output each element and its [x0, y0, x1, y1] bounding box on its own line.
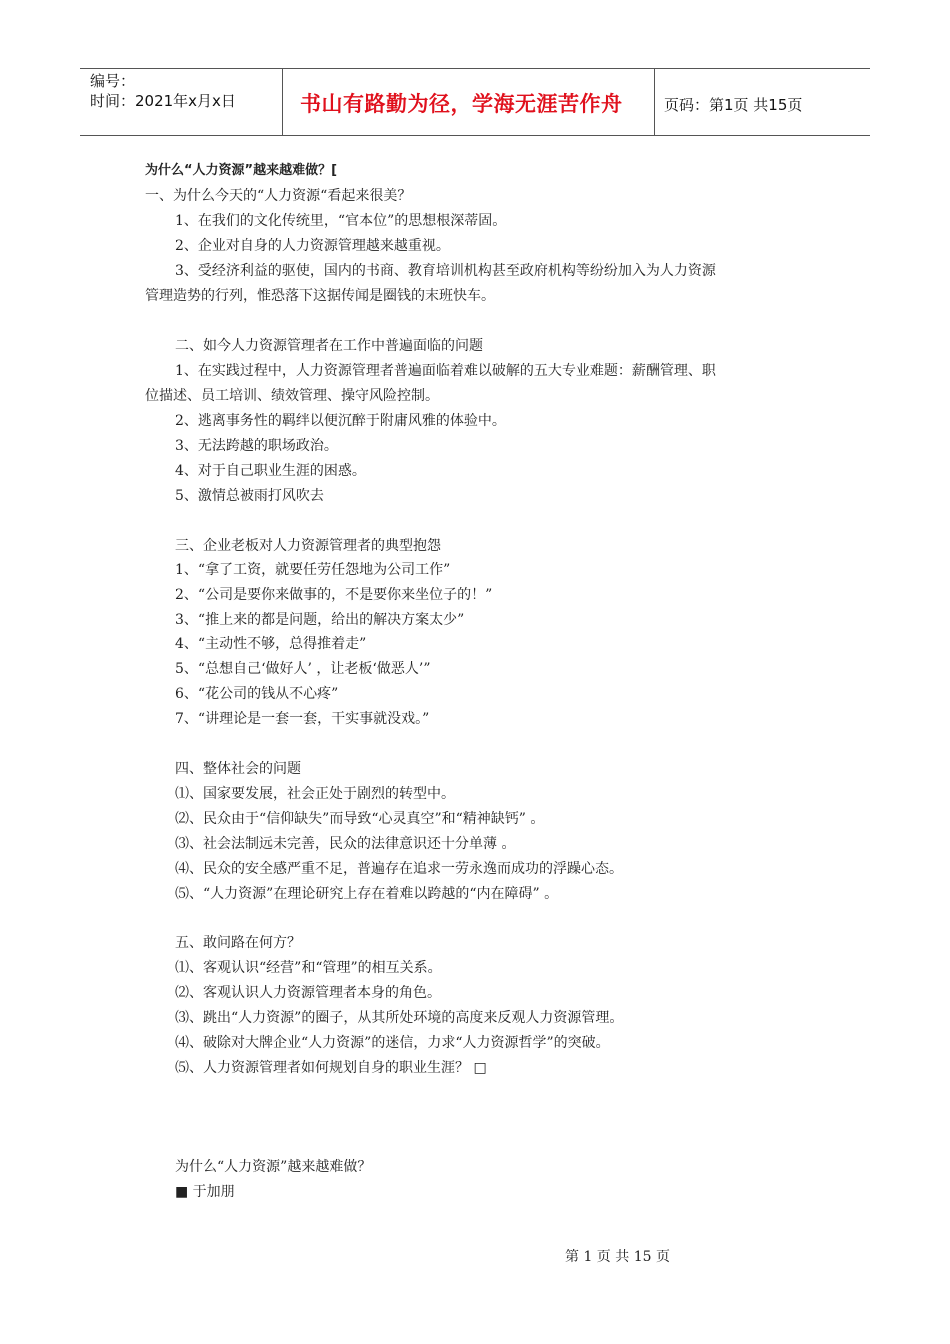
header-separator-left	[282, 68, 283, 136]
list-item: 2、逃离事务性的羁绊以便沉醉于附庸风雅的体验中。	[175, 413, 506, 429]
list-item: 管理造势的行列，惟恐落下这据传闻是圈钱的末班快车。	[145, 288, 495, 304]
list-item: 2、企业对自身的人力资源管理越来越重视。	[175, 238, 450, 254]
list-item: 1、在我们的文化传统里，“官本位”的思想根深蒂固。	[175, 213, 507, 229]
list-item: ⑵、客观认识人力资源管理者本身的角色。	[175, 985, 441, 1001]
list-item: 4、对于自己职业生涯的困惑。	[175, 463, 366, 479]
article-title: 为什么“人力资源”越来越难做？	[175, 1159, 372, 1175]
list-item: ⑸、“人力资源”在理论研究上存在着难以跨越的“内在障碍” 。	[175, 886, 559, 902]
section-heading: 一、为什么今天的“人力资源“看起来很美？	[145, 188, 412, 204]
document-title: 为什么“人力资源”越来越难做？[	[145, 163, 338, 178]
header-top-rule	[80, 68, 870, 69]
list-item: 2、“公司是要你来做事的，不是要你来坐位子的！”	[175, 587, 493, 603]
doc-time-label: 时间：2021年x月x日	[90, 92, 236, 110]
list-item: 3、“推上来的都是问题，给出的解决方案太少”	[175, 612, 465, 628]
list-item: 7、“讲理论是一套一套，干实事就没戏。”	[175, 711, 430, 727]
list-item: ⑴、国家要发展，社会正处于剧烈的转型中。	[175, 786, 455, 802]
section-heading: 五、敢问路在何方？	[175, 935, 301, 951]
list-item: 5、激情总被雨打风吹去	[175, 488, 324, 504]
list-item: 3、受经济利益的驱使，国内的书商、教育培训机构甚至政府机构等纷纷加入为人力资源	[175, 263, 716, 279]
section-heading: 四、整体社会的问题	[175, 761, 301, 777]
list-item: ⑵、民众由于“信仰缺失”而导致“心灵真空”和“精神缺钙” 。	[175, 811, 545, 827]
list-item: 3、无法跨越的职场政治。	[175, 438, 338, 454]
header-separator-right	[654, 68, 655, 136]
list-item: 1、在实践过程中，人力资源管理者普遍面临着难以破解的五大专业难题：薪酬管理、职	[175, 363, 716, 379]
list-item: ⑷、民众的安全感严重不足，普遍存在追求一劳永逸而成功的浮躁心态。	[175, 861, 623, 877]
article-author: ■ 于加朋	[175, 1184, 235, 1200]
list-item: ⑸、人力资源管理者如何规划自身的职业生涯？ □	[175, 1060, 487, 1076]
header-motto: 书山有路勤为径，学海无涯苦作舟	[300, 92, 623, 116]
list-item: 位描述、员工培训、绩效管理、操守风险控制。	[145, 388, 439, 404]
section-heading: 二、如今人力资源管理者在工作中普遍面临的问题	[175, 338, 483, 354]
list-item: 1、“拿了工资，就要任劳任怨地为公司工作”	[175, 562, 451, 578]
header-bottom-rule	[80, 135, 870, 136]
list-item: ⑶、社会法制远未完善，民众的法律意识还十分单薄 。	[175, 836, 516, 852]
section-heading: 三、企业老板对人力资源管理者的典型抱怨	[175, 538, 441, 554]
page-footer: 第 1 页 共 15 页	[565, 1249, 670, 1265]
list-item: 5、“总想自己‘做好人’ ，让老板‘做恶人’”	[175, 661, 431, 677]
list-item: ⑷、破除对大牌企业“人力资源”的迷信，力求“人力资源哲学”的突破。	[175, 1035, 610, 1051]
doc-number-label: 编号：	[90, 72, 136, 90]
list-item: 6、“花公司的钱从不心疼”	[175, 686, 339, 702]
list-item: ⑴、客观认识“经营”和“管理”的相互关系。	[175, 960, 442, 976]
list-item: 4、“主动性不够，总得推着走”	[175, 636, 367, 652]
page-info: 页码：第1页 共15页	[664, 96, 803, 114]
list-item: ⑶、跳出“人力资源”的圈子，从其所处环境的高度来反观人力资源管理。	[175, 1010, 624, 1026]
